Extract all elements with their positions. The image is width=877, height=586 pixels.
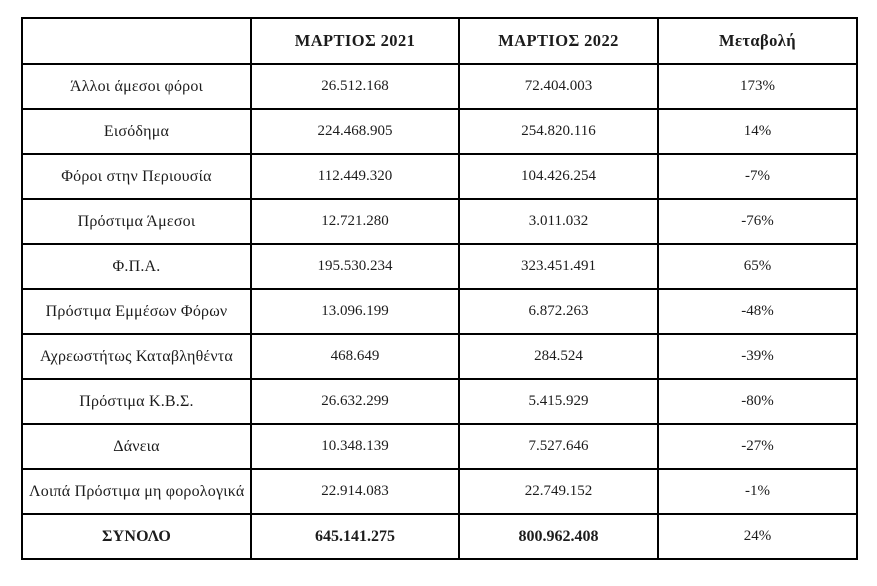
table-row	[22, 109, 857, 154]
table-row	[22, 379, 857, 424]
table-total-row	[22, 514, 857, 559]
value-2021: 10.348.139	[251, 424, 459, 469]
value-2021: 12.721.280	[251, 199, 459, 244]
row-label: Λοιπά Πρόστιμα μη φορολογικά	[22, 469, 251, 514]
table-row	[22, 289, 857, 334]
table-row	[22, 424, 857, 469]
change-percent: 14%	[658, 109, 857, 154]
table-row	[22, 199, 857, 244]
header-cell-empty	[22, 18, 251, 64]
row-label: Εισόδημα	[22, 109, 251, 154]
row-label: Φόροι στην Περιουσία	[22, 154, 251, 199]
value-2021: 468.649	[251, 334, 459, 379]
value-2022: 5.415.929	[459, 379, 658, 424]
change-percent: -76%	[658, 199, 857, 244]
value-2021: 13.096.199	[251, 289, 459, 334]
header-cell-change: Μεταβολή	[658, 18, 857, 64]
total-value-2021: 645.141.275	[251, 514, 459, 559]
value-2022: 6.872.263	[459, 289, 658, 334]
row-label: Πρόστιμα Εμμέσων Φόρων	[22, 289, 251, 334]
value-2021: 26.512.168	[251, 64, 459, 109]
change-percent: -27%	[658, 424, 857, 469]
table-row	[22, 469, 857, 514]
change-percent: -48%	[658, 289, 857, 334]
value-2022: 3.011.032	[459, 199, 658, 244]
value-2022: 22.749.152	[459, 469, 658, 514]
value-2021: 22.914.083	[251, 469, 459, 514]
value-2021: 112.449.320	[251, 154, 459, 199]
value-2022: 72.404.003	[459, 64, 658, 109]
table-header-row	[22, 18, 857, 64]
row-label: Πρόστιμα Άμεσοι	[22, 199, 251, 244]
value-2022: 284.524	[459, 334, 658, 379]
row-label: Αχρεωστήτως Καταβληθέντα	[22, 334, 251, 379]
total-change-percent: 24%	[658, 514, 857, 559]
table-row	[22, 154, 857, 199]
value-2021: 195.530.234	[251, 244, 459, 289]
value-2022: 7.527.646	[459, 424, 658, 469]
row-label: Άλλοι άμεσοι φόροι	[22, 64, 251, 109]
tax-revenue-comparison-table	[21, 17, 858, 560]
change-percent: -80%	[658, 379, 857, 424]
row-label: Δάνεια	[22, 424, 251, 469]
value-2021: 224.468.905	[251, 109, 459, 154]
change-percent: -39%	[658, 334, 857, 379]
row-label: Πρόστιμα Κ.Β.Σ.	[22, 379, 251, 424]
change-percent: 65%	[658, 244, 857, 289]
header-cell-march-2021: ΜΑΡΤΙΟΣ 2021	[251, 18, 459, 64]
change-percent: -7%	[658, 154, 857, 199]
value-2022: 254.820.116	[459, 109, 658, 154]
header-cell-march-2022: ΜΑΡΤΙΟΣ 2022	[459, 18, 658, 64]
table-row	[22, 244, 857, 289]
change-percent: 173%	[658, 64, 857, 109]
value-2022: 323.451.491	[459, 244, 658, 289]
total-value-2022: 800.962.408	[459, 514, 658, 559]
value-2021: 26.632.299	[251, 379, 459, 424]
table-row	[22, 64, 857, 109]
change-percent: -1%	[658, 469, 857, 514]
value-2022: 104.426.254	[459, 154, 658, 199]
total-label: ΣΥΝΟΛΟ	[22, 514, 251, 559]
row-label: Φ.Π.Α.	[22, 244, 251, 289]
table-row	[22, 334, 857, 379]
